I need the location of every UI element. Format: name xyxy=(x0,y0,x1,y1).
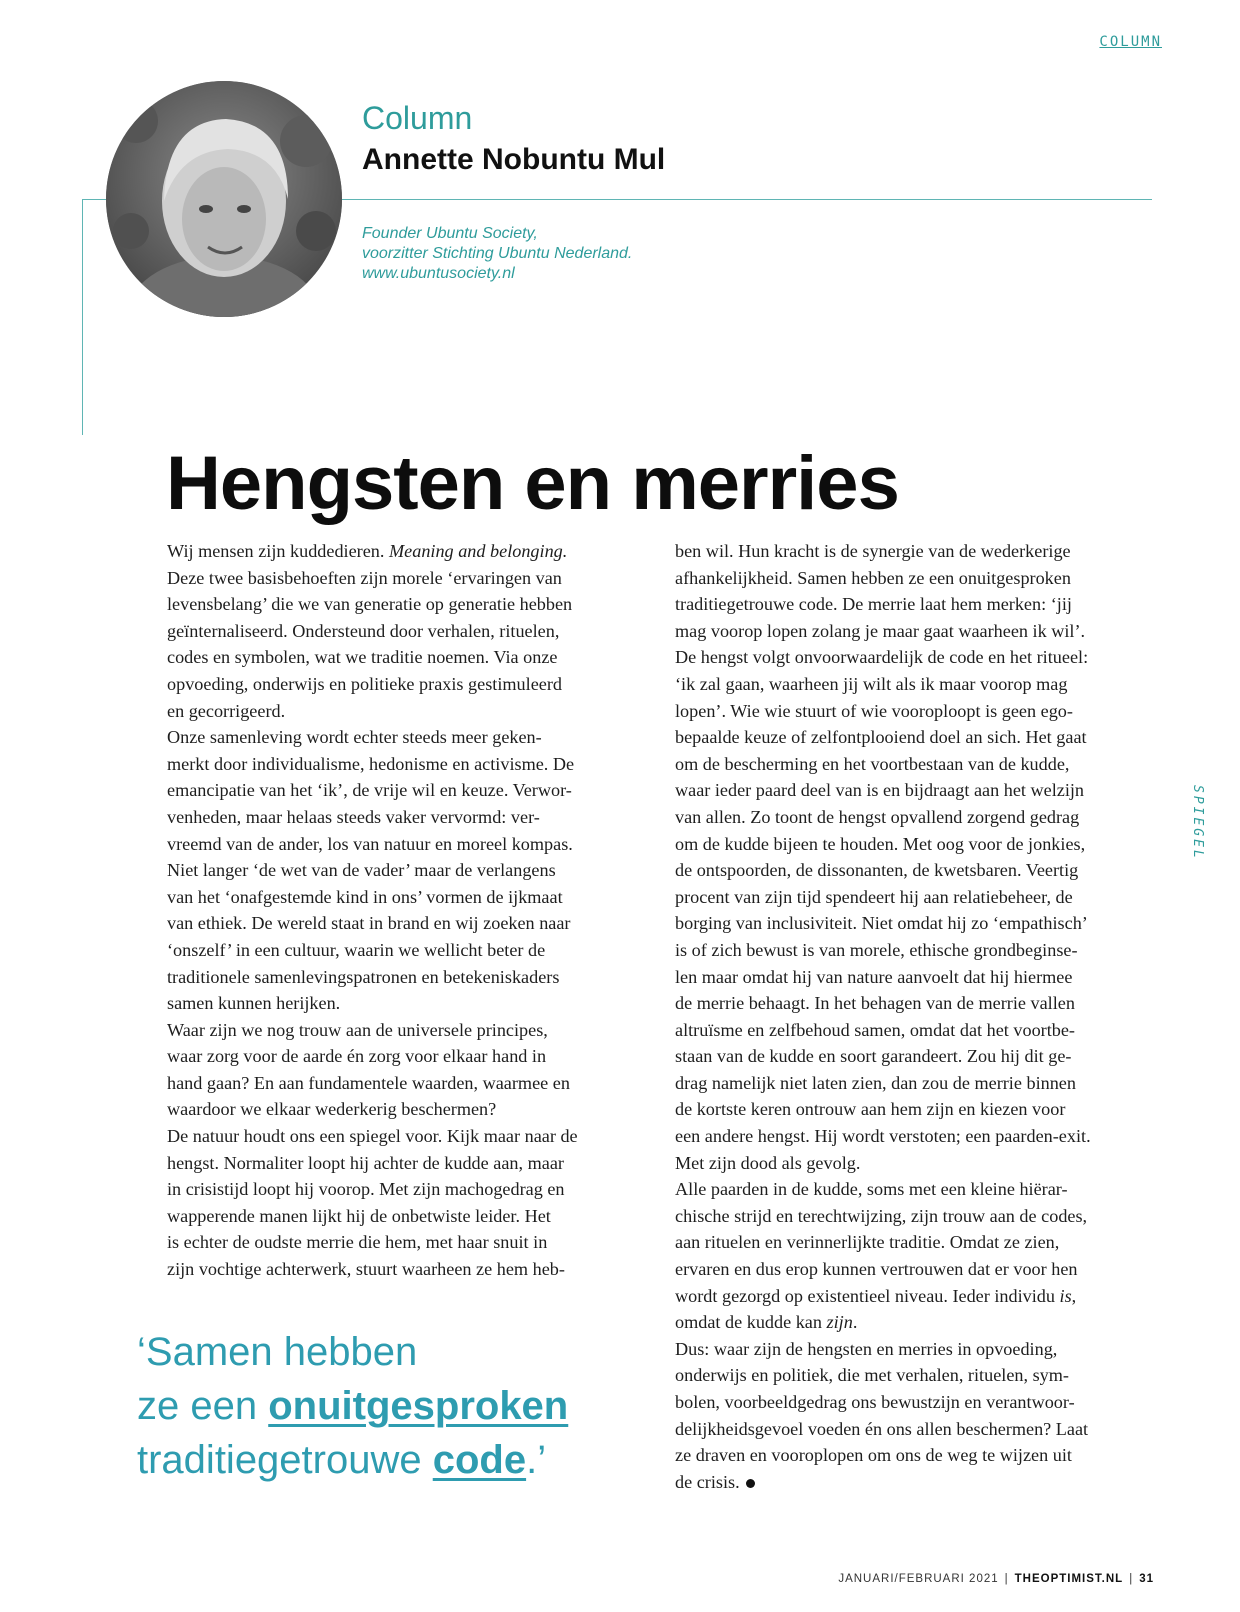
pull-quote-line xyxy=(137,1433,568,1487)
article-paragraph xyxy=(167,1123,647,1283)
pull-quote-text: ze een xyxy=(137,1384,269,1428)
article-column-left xyxy=(167,538,647,1283)
bio-line: Founder Ubuntu Society, xyxy=(362,225,538,242)
text-line: van ethiek. De wereld staat in brand en wij zoeken naar xyxy=(167,913,571,934)
page-number: 31 xyxy=(1139,1573,1154,1585)
text-line: geïnternaliseerd. Ondersteund door verhalen, rituelen, xyxy=(167,620,560,641)
text-line: ‘onszelf’ in een cultuur, waarin we wellicht beter de xyxy=(167,939,546,960)
text-line: drag namelijk niet laten zien, dan zou de merrie binnen xyxy=(675,1072,1076,1093)
text-line: onderwijs en politiek, die met verhalen, rituelen, sym- xyxy=(675,1365,1069,1386)
text-line: chische strijd en terechtwijzing, zijn trouw aan de codes, xyxy=(675,1205,1088,1226)
article-paragraph xyxy=(167,538,647,724)
text-line: aan rituelen en verinnerlijkte traditie. Omdat ze zien, xyxy=(675,1232,1060,1253)
text-line: Met zijn dood als gevolg. xyxy=(675,1152,861,1173)
text-line: altruïsme en zelfbehoud samen, omdat dat het voortbe- xyxy=(675,1019,1075,1040)
text-line: ‘ik zal gaan, waarheen jij wilt als ik maar voorop mag xyxy=(675,673,1068,694)
author-photo xyxy=(106,81,342,317)
text-line: een andere hengst. Hij wordt verstoten; een paarden-exit. xyxy=(675,1126,1091,1147)
text-line: procent van zijn tijd spendeert hij aan relatiebeheer, de xyxy=(675,886,1073,907)
text-line: levensbelang’ die we van generatie op generatie hebben xyxy=(167,594,573,615)
pull-quote-line: ‘Samen hebben xyxy=(137,1330,418,1374)
article-column-right xyxy=(675,538,1155,1495)
text-line: de merrie behaagt. In het behagen van de merrie vallen xyxy=(675,993,1075,1014)
text-line: in crisistijd loopt hij voorop. Met zijn machogedrag en xyxy=(167,1179,565,1200)
text-line: opvoeding, onderwijs en politieke praxis gestimuleerd xyxy=(167,673,562,694)
text-line: ben wil. Hun kracht is de synergie van de wederkerige xyxy=(675,541,1071,561)
pull-quote-text: traditiegetrouwe xyxy=(137,1438,433,1482)
text-line: samen kunnen herijken. xyxy=(167,993,341,1014)
text-line: en gecorrigeerd. xyxy=(167,700,286,721)
text-line: merkt door individualisme, hedonisme en activisme. De xyxy=(167,753,575,774)
text-line: Niet langer ‘de wet van de vader’ maar de verlangens xyxy=(167,860,556,881)
text-line: Deze twee basisbehoeften zijn morele ‘ervaringen van xyxy=(167,567,562,588)
text-line: Alle paarden in de kudde, soms met een kleine hiërar- xyxy=(675,1179,1068,1200)
text-line: De natuur houdt ons een spiegel voor. Kijk maar naar de xyxy=(167,1126,578,1147)
text-line: van het ‘onafgestemde kind in ons’ vormen de ijkmaat xyxy=(167,886,563,907)
text-line: ze draven en vooroplopen om ons de weg te wijzen uit xyxy=(675,1445,1072,1466)
text-line: omdat de kudde kan zijn. xyxy=(675,1312,858,1333)
text-line: om de bescherming en het voortbestaan van de kudde, xyxy=(675,753,1070,774)
column-label: Column xyxy=(362,100,473,136)
text-line: mag voorop lopen zolang je maar gaat waarheen ik wil’. xyxy=(675,620,1086,641)
text-line: bolen, voorbeeldgedrag ons bewustzijn en verantwoor- xyxy=(675,1392,1075,1412)
text-line: Wij mensen zijn kuddedieren. Meaning and belonging. xyxy=(167,541,568,561)
text-line: codes en symbolen, wat we traditie noemen. Via onze xyxy=(167,647,558,668)
end-dot-icon xyxy=(746,1479,755,1488)
text-line: staan van de kudde en soort garandeert. Zou hij dit ge- xyxy=(675,1046,1072,1067)
text-line: de kortste keren ontrouw aan hem zijn en kiezen voor xyxy=(675,1099,1066,1120)
text-line: Dus: waar zijn de hengsten en merries in opvoeding, xyxy=(675,1338,1058,1359)
text-line: len maar omdat hij van nature aanvoelt dat hij hiermee xyxy=(675,966,1073,987)
pull-quote-keyword: code xyxy=(432,1438,527,1482)
bio-website: www.ubuntusociety.nl xyxy=(362,265,515,282)
text-line: om de kudde bijeen te houden. Met oog voor de jonkies, xyxy=(675,833,1086,854)
text-line: traditiegetrouwe code. De merrie laat hem merken: ‘jij xyxy=(675,594,1072,615)
side-section-label: SPIEGEL xyxy=(1190,785,1205,861)
footer-issue: JANUARI/FEBRUARI 2021 xyxy=(838,1573,999,1585)
text-line: ervaren en dus erop kunnen vertrouwen dat er voor hen xyxy=(675,1259,1078,1280)
text-line: de ontspoorden, de dissonanten, de kwetsbaren. Veertig xyxy=(675,860,1079,881)
text-line: venheden, maar helaas steeds vaker vervormd: ver- xyxy=(167,806,540,827)
text-line: zijn vochtige achterwerk, stuurt waarheen ze hem heb- xyxy=(167,1259,565,1280)
article-title: Hengsten en merries xyxy=(166,441,899,526)
footer-site: THEOPTIMIST.NL xyxy=(1014,1573,1124,1585)
text-line: hengst. Normaliter loopt hij achter de kudde aan, maar xyxy=(167,1152,564,1173)
text-line: waardoor we elkaar wederkerig beschermen? xyxy=(167,1099,497,1120)
page-footer: JANUARI/FEBRUARI 2021 | THEOPTIMIST.NL | 31 xyxy=(838,1573,1154,1585)
article-paragraph xyxy=(167,1017,647,1123)
text-line: traditionele samenlevingspatronen en betekeniskaders xyxy=(167,966,560,987)
author-name: Annette Nobuntu Mul xyxy=(362,143,666,176)
side-rule xyxy=(82,200,83,435)
bio-line: voorzitter Stichting Ubuntu Nederland. xyxy=(362,245,633,262)
text-line: delijkheidsgevoel voeden én ons allen beschermen? Laat xyxy=(675,1418,1089,1439)
article-paragraph xyxy=(167,724,647,1017)
article-paragraph xyxy=(675,1336,1155,1496)
text-line: wapperende manen lijkt hij de onbetwiste leider. Het xyxy=(167,1205,551,1226)
text-line: Waar zijn we nog trouw aan de universele principes, xyxy=(167,1019,548,1040)
text-line: wordt gezorgd op existentieel niveau. Ieder individu is, xyxy=(675,1285,1077,1306)
text-line: waar zorg voor de aarde én zorg voor elkaar hand in xyxy=(167,1046,547,1067)
text-line: van allen. Zo toont de hengst opvallend zorgend gedrag xyxy=(675,806,1080,827)
pull-quote-line xyxy=(137,1379,568,1433)
pull-quote-keyword: onuitgesproken xyxy=(268,1384,569,1428)
text-line: vreemd van de ander, los van natuur en moreel kompas. xyxy=(167,833,573,854)
text-line: lopen’. Wie wie stuurt of wie vooroploopt is geen ego- xyxy=(675,700,1073,721)
section-tag: COLUMN xyxy=(1099,34,1162,50)
article-paragraph xyxy=(675,538,1155,1176)
text-line: hand gaan? En aan fundamentele waarden, waarmee en xyxy=(167,1072,570,1093)
text-line: de crisis. xyxy=(675,1469,1155,1496)
pull-quote xyxy=(137,1325,568,1487)
article-paragraph xyxy=(675,1176,1155,1336)
text-line: waar ieder paard deel van is en bijdraagt aan het welzijn xyxy=(675,780,1085,801)
text-line: borging van inclusiviteit. Niet omdat hij zo ‘empathisch’ xyxy=(675,913,1088,934)
text-line: De hengst volgt onvoorwaardelijk de code en het ritueel: xyxy=(675,647,1089,668)
text-line: afhankelijkheid. Samen hebben ze een onuitgesproken xyxy=(675,567,1071,588)
pull-quote-text: .’ xyxy=(526,1438,547,1482)
text-line: bepaalde keuze of zelfontplooiend doel an sich. Het gaat xyxy=(675,727,1087,748)
text-line: Onze samenleving wordt echter steeds meer geken- xyxy=(167,727,542,748)
text-line: is echter de oudste merrie die hem, met haar snuit in xyxy=(167,1232,548,1253)
text-line: is of zich bewust is van morele, ethische grondbeginse- xyxy=(675,939,1078,960)
text-line: emancipatie van het ‘ik’, de vrije wil en keuze. Verwor- xyxy=(167,780,572,801)
author-bio xyxy=(362,224,632,284)
